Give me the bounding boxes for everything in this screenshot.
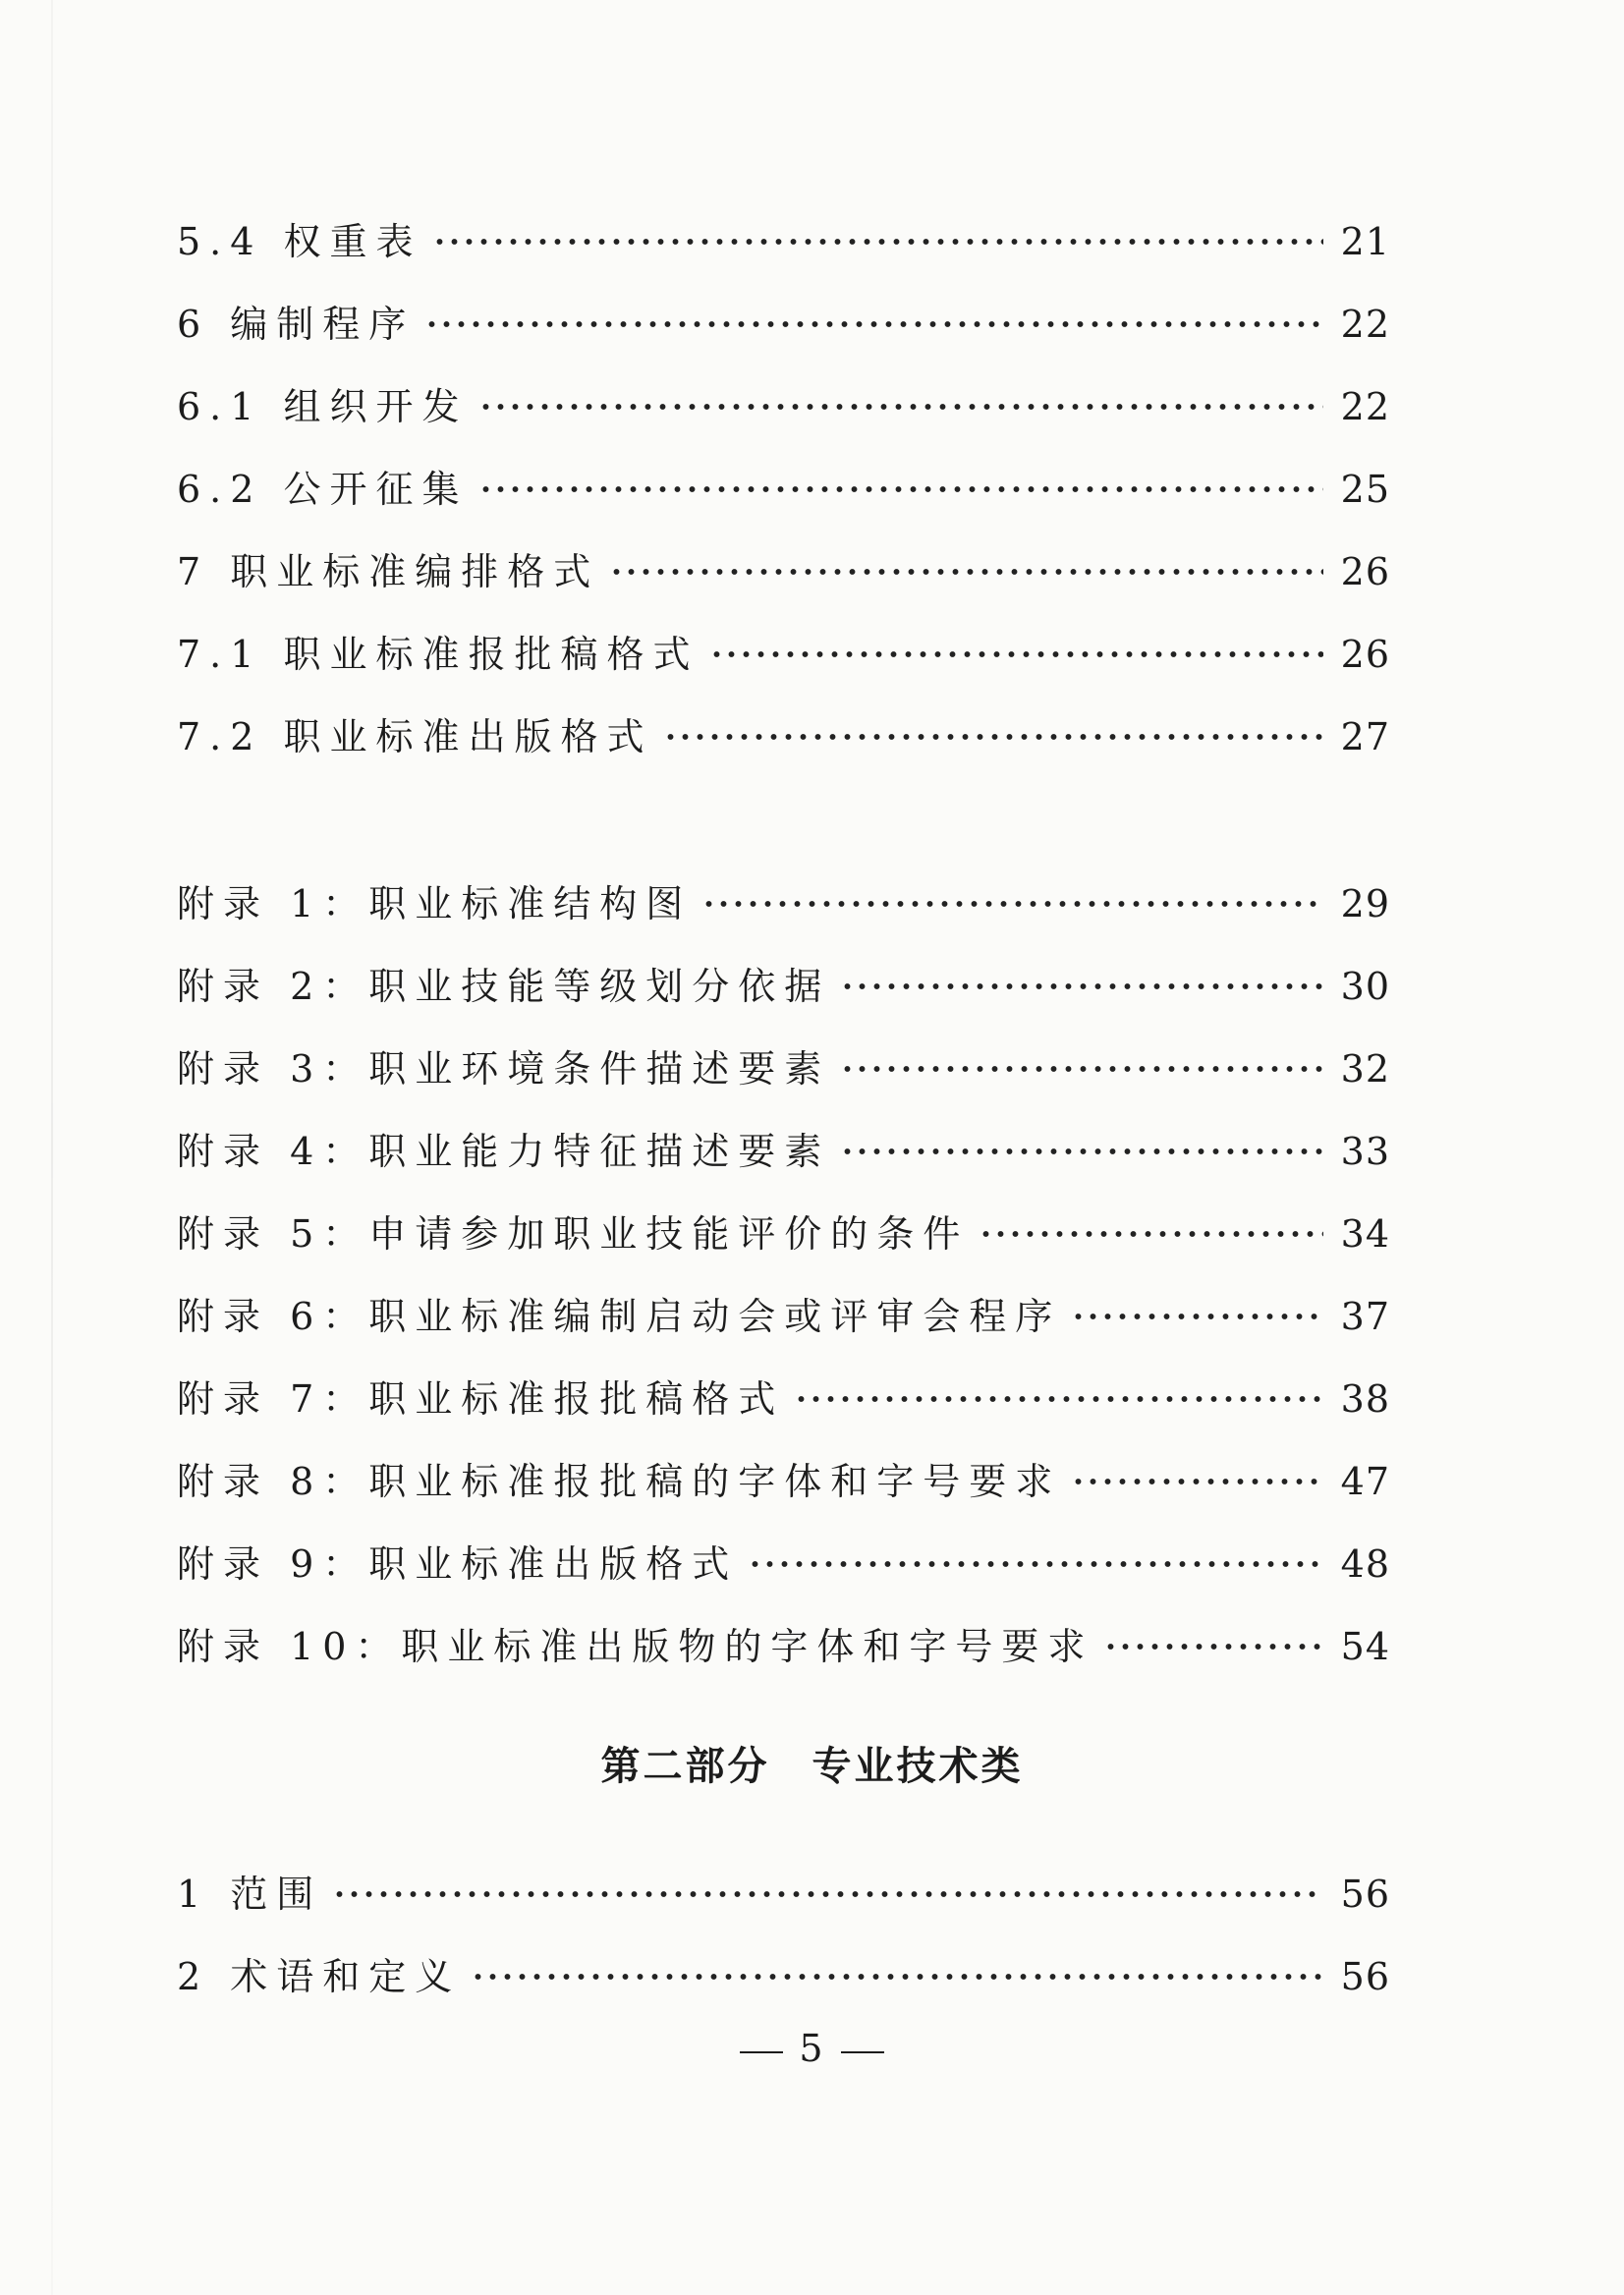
- toc-entry-label: 附录 1：职业标准结构图: [177, 882, 693, 925]
- toc-entry-7-1[interactable]: [177, 625, 1390, 684]
- dot-leader: [432, 212, 1323, 271]
- toc-entry-page: 54: [1340, 1625, 1390, 1668]
- toc-entry-appendix-2[interactable]: [177, 957, 1390, 1016]
- toc-entry-page: 21: [1340, 220, 1390, 263]
- toc-entry-page: 30: [1340, 965, 1390, 1008]
- toc-entry-appendix-3[interactable]: [177, 1039, 1390, 1098]
- dot-leader: [794, 1370, 1322, 1428]
- toc-entry-appendix-1[interactable]: [177, 874, 1390, 933]
- toc-entry-6-1[interactable]: [177, 377, 1390, 436]
- toc-entry-label: 附录 5：申请参加职业技能评价的条件: [177, 1212, 970, 1256]
- dot-leader: [332, 1865, 1322, 1924]
- toc-entry-page: 26: [1340, 633, 1390, 676]
- toc-entry-label: 6 编制程序: [177, 303, 416, 346]
- toc-entry-page: 33: [1340, 1130, 1390, 1173]
- dot-leader: [478, 377, 1323, 436]
- dot-leader: [424, 295, 1322, 354]
- toc-entry-appendix-4[interactable]: [177, 1122, 1390, 1181]
- toc-entry-6-2[interactable]: [177, 460, 1390, 519]
- toc-entry-6[interactable]: [177, 295, 1390, 354]
- dot-leader: [748, 1535, 1322, 1594]
- dash-left: [740, 2051, 783, 2053]
- toc-entry-appendix-6[interactable]: [177, 1287, 1390, 1346]
- toc-entry-label: 附录 9：职业标准出版格式: [177, 1542, 739, 1586]
- toc-entry-label: 附录 8：职业标准报批稿的字体和字号要求: [177, 1460, 1062, 1503]
- toc-entry-page: 26: [1340, 550, 1390, 593]
- toc-entry-label: 附录 10：职业标准出版物的字体和字号要求: [177, 1625, 1094, 1668]
- dot-leader: [471, 1947, 1322, 2006]
- dot-leader: [701, 874, 1322, 933]
- dot-leader: [478, 460, 1323, 519]
- dot-leader: [1071, 1287, 1322, 1346]
- toc-entry-page: 37: [1340, 1295, 1390, 1338]
- toc-entry-appendix-7[interactable]: [177, 1370, 1390, 1428]
- toc-entry-label: 7 职业标准编排格式: [177, 550, 600, 593]
- toc-entry-appendix-5[interactable]: [177, 1204, 1390, 1263]
- toc-entry-page: 22: [1340, 385, 1390, 428]
- toc-entry-5-4[interactable]: [177, 212, 1390, 271]
- dot-leader: [709, 625, 1323, 684]
- toc-entry-label: 附录 2：职业技能等级划分依据: [177, 965, 831, 1008]
- toc-entry-label: 2 术语和定义: [177, 1955, 462, 1998]
- toc-entry-label: 7.2 职业标准出版格式: [177, 715, 653, 758]
- section-heading-part-two: 第二部分 专业技术类: [600, 1744, 1024, 1789]
- dash-right: [841, 2051, 884, 2053]
- toc-entry-label: 7.1 职业标准报批稿格式: [177, 633, 700, 676]
- toc-entry-page: 25: [1340, 468, 1390, 511]
- toc-entry-label: 6.2 公开征集: [177, 468, 469, 511]
- dot-leader: [1103, 1617, 1322, 1676]
- dot-leader: [840, 957, 1322, 1016]
- toc-entry-page: 47: [1340, 1460, 1390, 1503]
- toc-entry-part2-1[interactable]: [177, 1865, 1390, 1924]
- toc-entry-part2-2[interactable]: [177, 1947, 1390, 2006]
- toc-entry-page: 48: [1340, 1542, 1390, 1586]
- toc-entry-label: 6.1 组织开发: [177, 385, 469, 428]
- toc-entry-page: 29: [1340, 882, 1390, 925]
- dot-leader: [663, 707, 1323, 766]
- page-number-footer: [0, 2024, 1624, 2073]
- toc-entry-appendix-10[interactable]: [177, 1617, 1390, 1676]
- toc-entry-page: 32: [1340, 1047, 1390, 1091]
- toc-entry-page: 56: [1340, 1955, 1390, 1998]
- toc-entry-page: 27: [1340, 715, 1390, 758]
- toc-entry-page: 38: [1340, 1377, 1390, 1421]
- dot-leader: [1071, 1452, 1322, 1511]
- dot-leader: [979, 1204, 1322, 1263]
- toc-entry-label: 附录 3：职业环境条件描述要素: [177, 1047, 831, 1091]
- dot-leader: [609, 542, 1322, 601]
- toc-entry-appendix-9[interactable]: [177, 1535, 1390, 1594]
- toc-entry-label: 附录 6：职业标准编制启动会或评审会程序: [177, 1295, 1062, 1338]
- page-number: 5: [799, 2027, 825, 2070]
- toc-entry-label: 1 范围: [177, 1873, 323, 1916]
- toc-entry-7[interactable]: [177, 542, 1390, 601]
- toc-entry-label: 附录 7：职业标准报批稿格式: [177, 1377, 785, 1421]
- toc-entry-label: 5.4 权重表: [177, 220, 422, 263]
- dot-leader: [840, 1039, 1322, 1098]
- toc-entry-label: 附录 4：职业能力特征描述要素: [177, 1130, 831, 1173]
- toc-entry-appendix-8[interactable]: [177, 1452, 1390, 1511]
- toc-entry-7-2[interactable]: [177, 707, 1390, 766]
- toc-entry-page: 34: [1340, 1212, 1390, 1256]
- dot-leader: [840, 1122, 1322, 1181]
- toc-entry-page: 22: [1340, 303, 1390, 346]
- toc-entry-page: 56: [1340, 1873, 1390, 1916]
